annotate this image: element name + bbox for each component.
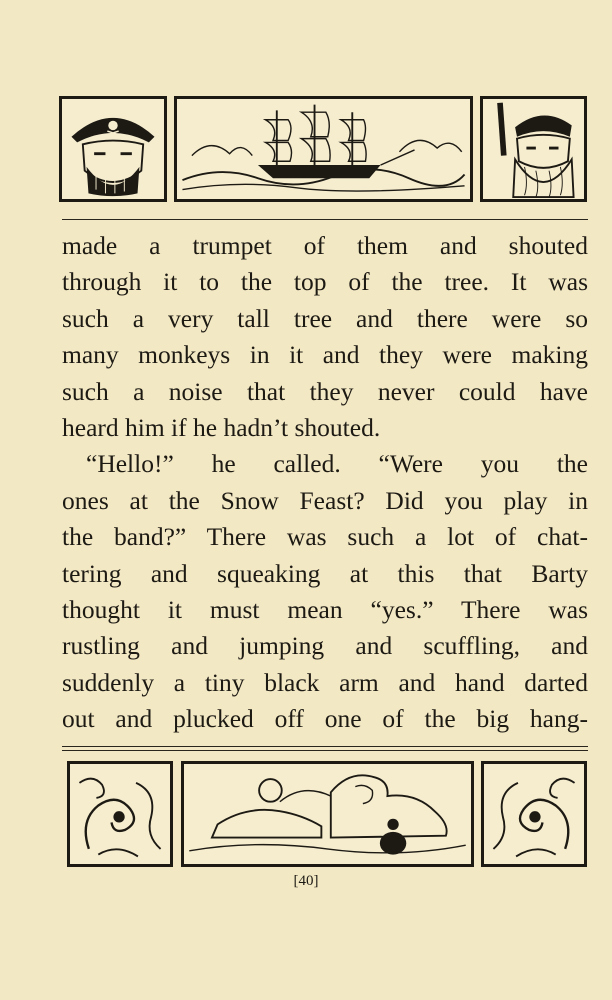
pirate-portrait-left-icon bbox=[62, 99, 164, 199]
header-panel-right bbox=[480, 96, 587, 202]
text-line: tering and squeaking at this that Barty bbox=[62, 558, 588, 588]
child-and-giant-scene-icon bbox=[184, 764, 471, 864]
body-text bbox=[62, 228, 588, 737]
text-line: many monkeys in it and they were making bbox=[62, 340, 588, 370]
header-panel-center bbox=[174, 96, 473, 202]
footer-panel-left bbox=[67, 761, 173, 867]
ornament-scroll-left-icon bbox=[70, 764, 170, 864]
text-line: heard him if he hadn’t shouted. bbox=[62, 412, 381, 442]
text-line: made a trumpet of them and shouted bbox=[62, 231, 588, 260]
text-line: rustling and jumping and scuffling, and bbox=[62, 631, 588, 661]
text-line: suddenly a tiny black arm and hand darted bbox=[62, 667, 588, 697]
text-line: such a very tall tree and there were so bbox=[62, 303, 588, 333]
footer-panel-center bbox=[181, 761, 474, 867]
pirate-ship-icon bbox=[177, 99, 470, 199]
text-line: the band?” There was such a lot of chat- bbox=[62, 522, 588, 552]
pirate-portrait-right-icon bbox=[483, 99, 584, 199]
text-line: through it to the top of the tree. It was bbox=[62, 267, 588, 297]
ornament-scroll-right-icon bbox=[484, 764, 584, 864]
header-rule bbox=[62, 219, 588, 220]
text-line: “Hello!” he called. “Were you the bbox=[86, 449, 588, 479]
page-number: [40] bbox=[293, 873, 319, 889]
text-line: out and plucked off one of the big hang- bbox=[62, 704, 588, 734]
text-line: ones at the Snow Feast? Did you play in bbox=[62, 485, 588, 515]
text-line: thought it must mean “yes.” There was bbox=[62, 594, 588, 624]
footer-panel-right bbox=[481, 761, 587, 867]
text-line: such a noise that they never could have bbox=[62, 376, 588, 406]
header-panel-left bbox=[59, 96, 167, 202]
footer-rule bbox=[62, 746, 588, 751]
